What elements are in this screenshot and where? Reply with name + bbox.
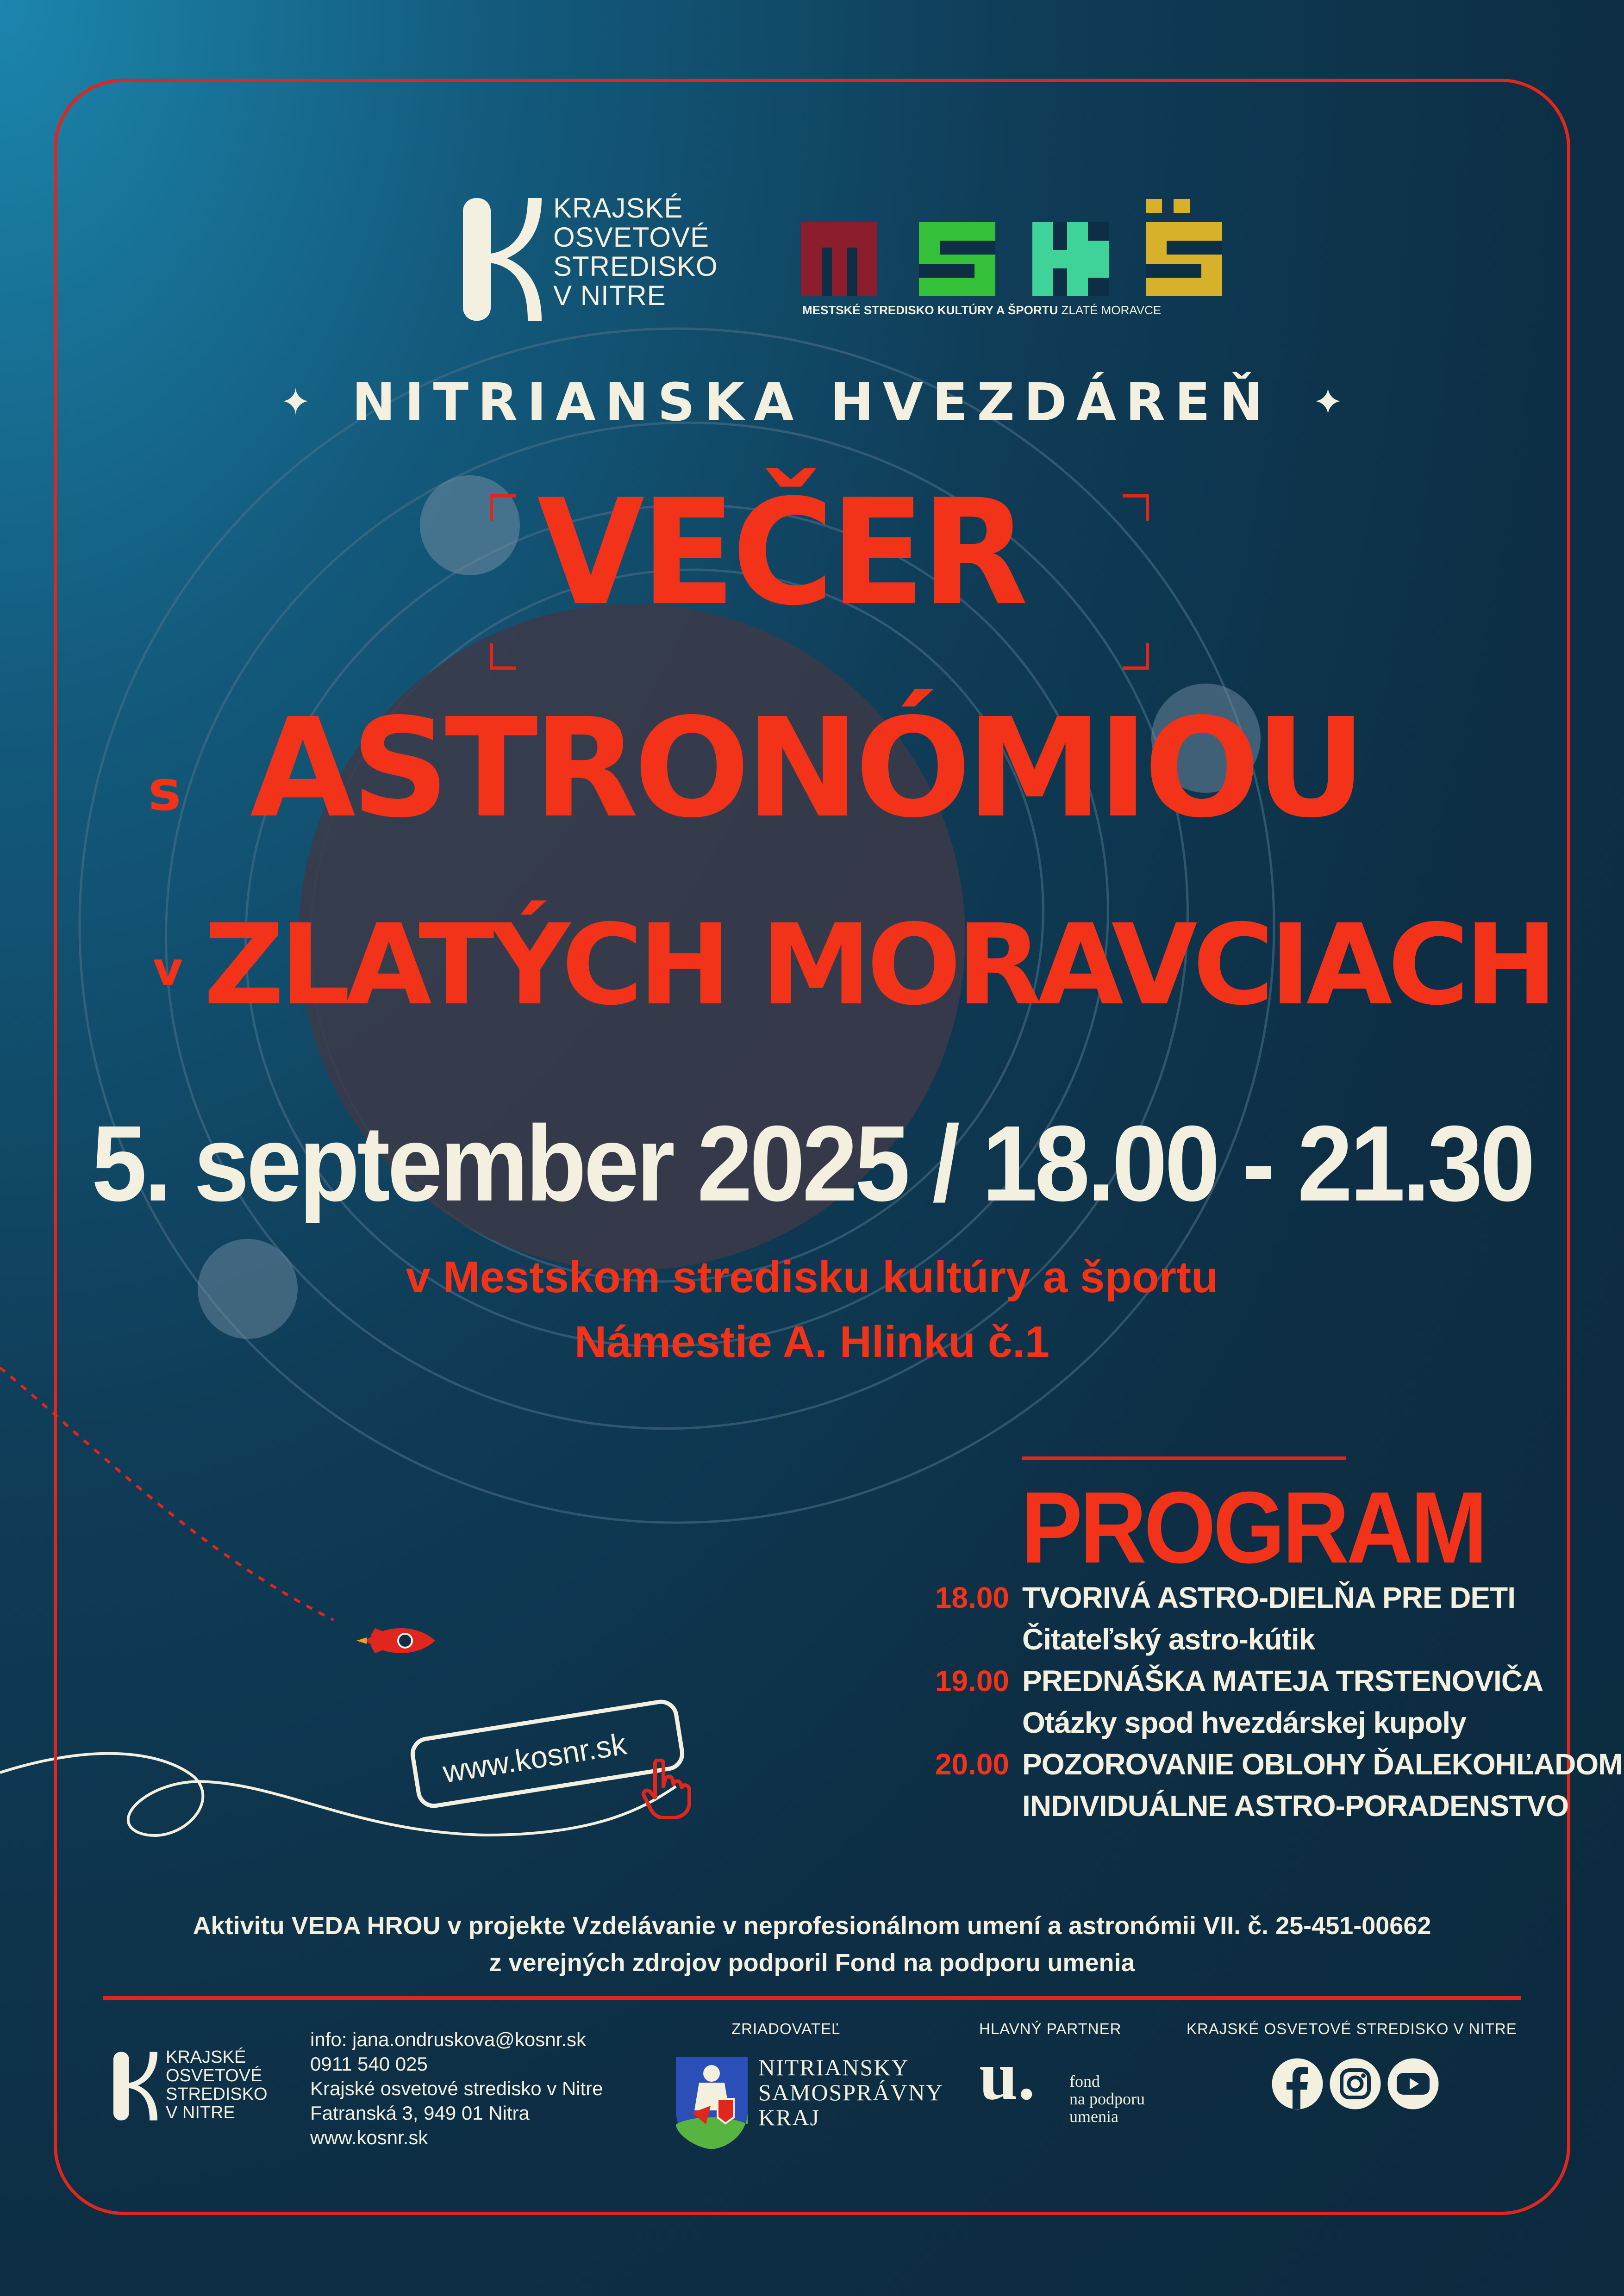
title-bracket-tl: [490, 494, 516, 521]
founder-label: ZRIADOVATEĽ: [731, 2020, 841, 2037]
venue-line-1: v Mestskom stredisku kultúry a športu: [406, 1252, 1218, 1302]
footer-logo-line: V NITRE: [166, 2103, 235, 2122]
title-bracket-bl: [490, 643, 516, 670]
sparkle-icon: ✦: [280, 380, 312, 423]
program-rule: [1022, 1456, 1346, 1460]
nsk-name: [758, 2055, 943, 2130]
footer-kos-logo-mark: [113, 2050, 157, 2122]
program-item-title: POZOROVANIE OBLOHY ĎALEKOHĽADOM: [1022, 1748, 1623, 1781]
contact-website[interactable]: www.kosnr.sk: [310, 2127, 428, 2148]
website-badge-text[interactable]: www.kosnr.sk: [440, 1726, 629, 1789]
funding-line-2: z verejných zdrojov podporil Fond na podporu umenia: [489, 1949, 1135, 1977]
title-bracket-tr: [1123, 494, 1149, 521]
msks-caption-bold: MESTSKÉ STREDISKO KULTÚRY A ŠPORTU: [802, 303, 1058, 317]
program-item-subtitle: Otázky spod hvezdárskej kupoly: [1022, 1706, 1466, 1739]
program-item-subtitle: INDIVIDUÁLNE ASTRO-PORADENSTVO: [1022, 1789, 1569, 1823]
nsk-name-line: NITRIANSKY: [758, 2054, 909, 2080]
msks-caption: [802, 303, 1161, 317]
contact-block: [310, 2027, 603, 2150]
title-line-1: VEČER: [537, 468, 1025, 638]
nsk-crest-logo: [674, 2055, 750, 2150]
program-item-subtitle: Čitateľský astro-kútik: [1022, 1623, 1315, 1656]
sparkle-icon: ✦: [1312, 380, 1344, 423]
footer-logo-line: KRAJSKÉ: [166, 2047, 246, 2067]
instagram-icon[interactable]: [1329, 2057, 1382, 2110]
footer-rule: [103, 1996, 1521, 2000]
fpu-logo-mark: u.: [979, 2037, 1035, 2114]
kos-logo-line: STREDISKO: [553, 251, 718, 282]
contact-address: Fatranská 3, 949 01 Nitra: [310, 2102, 530, 2124]
fpu-line: na podporu: [1069, 2090, 1145, 2108]
nsk-name-line: SAMOSPRÁVNY: [758, 2079, 943, 2105]
supertitle: NITRIANSKA HVEZDÁREŇ: [352, 373, 1272, 433]
kos-logo-line: KRAJSKÉ: [553, 193, 683, 224]
program-time: 20.00: [935, 1748, 1009, 1781]
program-title: PROGRAM: [1021, 1471, 1485, 1585]
kos-logo-mark: [463, 198, 542, 321]
fpu-logo-text: [1069, 2072, 1145, 2125]
kos-logo-line: V NITRE: [553, 280, 666, 311]
fpu-line: umenia: [1069, 2107, 1118, 2126]
msks-caption-rest: ZLATÉ MORAVCE: [1061, 303, 1162, 317]
msks-logo: [801, 199, 1222, 305]
contact-org: Krajské osvetové stredisko v Nitre: [310, 2078, 603, 2099]
program-item-title: PREDNÁŠKA MATEJA TRSTENOVIČA: [1022, 1664, 1543, 1698]
facebook-icon[interactable]: [1271, 2057, 1324, 2110]
title-line-3-prefix: v: [153, 942, 183, 996]
footer-kos-logo-text: [166, 2048, 268, 2122]
contact-email[interactable]: info: jana.ondruskova@kosnr.sk: [310, 2028, 586, 2050]
venue-line-2: Námestie A. Hlinku č.1: [574, 1317, 1050, 1367]
kos-logo-text: [553, 193, 718, 310]
title-line-2: ASTRONÓMIOU: [250, 689, 1362, 848]
pointer-hand-icon: [641, 1759, 692, 1819]
footer-logo-line: OSVETOVÉ: [166, 2066, 262, 2085]
contact-phone[interactable]: 0911 540 025: [310, 2053, 428, 2075]
program-time: 18.00: [935, 1581, 1009, 1614]
footer-logo-line: STREDISKO: [166, 2084, 268, 2104]
program-item-title: TVORIVÁ ASTRO-DIELŇA PRE DETI: [1022, 1581, 1515, 1614]
event-datetime: 5. september 2025 / 18.00 - 21.30: [91, 1103, 1533, 1224]
kos-logo-line: OSVETOVÉ: [553, 222, 710, 253]
social-label: KRAJSKÉ OSVETOVÉ STREDISKO V NITRE: [1187, 2020, 1517, 2037]
main-partner-label: HLAVNÝ PARTNER: [979, 2020, 1122, 2037]
youtube-icon[interactable]: [1387, 2057, 1440, 2110]
program-time: 19.00: [935, 1664, 1009, 1698]
title-line-3: ZLATÝCH MORAVCIACH: [204, 900, 1553, 1030]
title-bracket-br: [1123, 643, 1149, 670]
fpu-line: fond: [1069, 2072, 1100, 2091]
title-line-2-prefix: s: [148, 759, 181, 823]
nsk-name-line: KRAJ: [758, 2104, 820, 2130]
funding-line-1: Aktivitu VEDA HROU v projekte Vzdelávanie v neprofesionálnom umení a astronómii VII. č. 25-451-00662: [193, 1912, 1431, 1940]
